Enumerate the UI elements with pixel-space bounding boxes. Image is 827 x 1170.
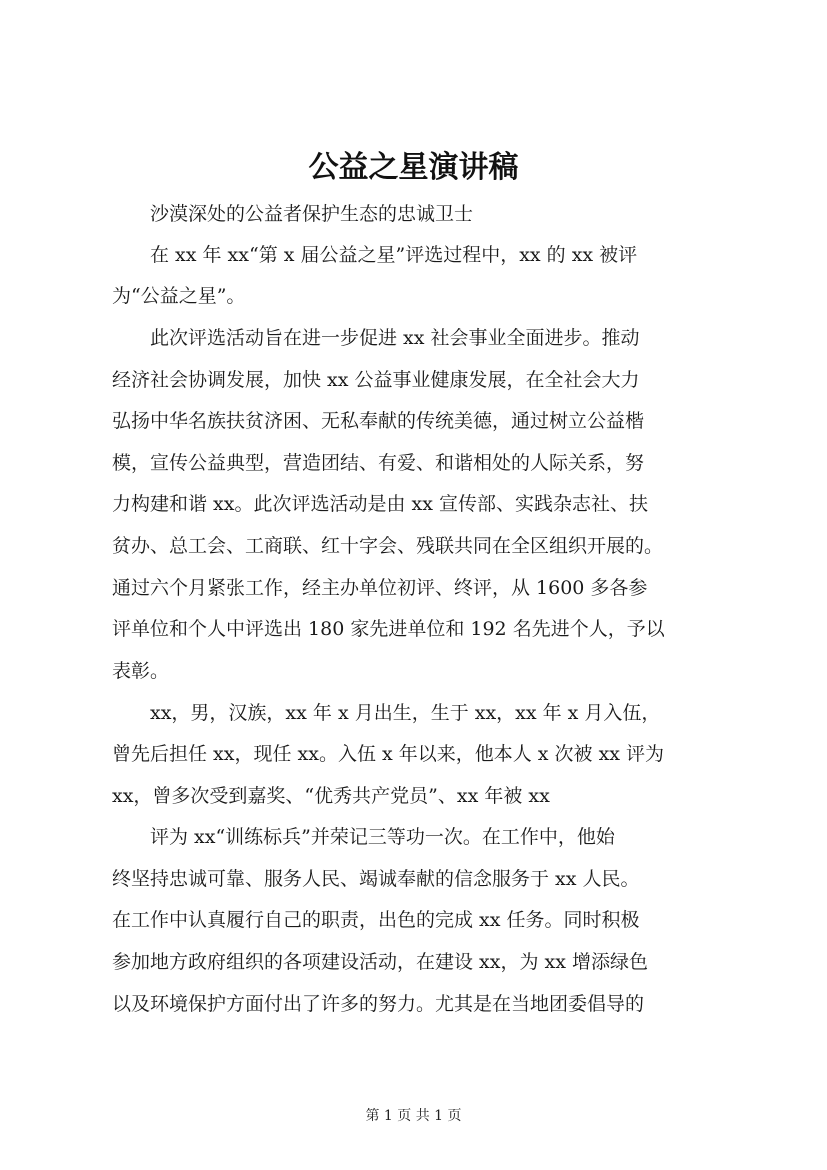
body-line: 以及环境保护方面付出了许多的努力。尤其是在当地团委倡导的 <box>112 993 645 1015</box>
body-line: 为“公益之星”。 <box>112 285 246 307</box>
page-number-footer: 第 1 页 共 1 页 <box>365 1108 462 1124</box>
body-line: 参加地方政府组织的各项建设活动，在建设 xx，为 xx 增添绿色 <box>112 951 648 973</box>
body-line: 贫办、总工会、工商联、红十字会、残联共同在全区组织开展的。 <box>112 535 664 557</box>
body-line: 曾先后担任 xx，现任 xx。入伍 x 年以来，他本人 x 次被 xx 评为 <box>112 743 665 765</box>
body-line: 终坚持忠诚可靠、服务人民、竭诚奉献的信念服务于 xx 人民。 <box>112 868 640 890</box>
body-line: 通过六个月紧张工作，经主办单位初评、终评，从 1600 多各参 <box>112 577 648 599</box>
body-line: 在 xx 年 xx“第 x 届公益之星”评选过程中，xx 的 xx 被评 <box>150 244 638 266</box>
body-line: 力构建和谐 xx。此次评选活动是由 xx 宣传部、实践杂志社、扶 <box>112 493 648 515</box>
body-line: 经济社会协调发展，加快 xx 公益事业健康发展，在全社会大力 <box>112 369 640 391</box>
body-line: 弘扬中华名族扶贫济困、无私奉献的传统美德，通过树立公益楷 <box>112 410 645 432</box>
body-line: xx，男，汉族，xx 年 x 月出生，生于 xx，xx 年 x 月入伍， <box>150 702 661 724</box>
subtitle-line: 沙漠深处的公益者保护生态的忠诚卫士 <box>150 203 474 225</box>
body-line: 评单位和个人中评选出 180 家先进单位和 192 名先进个人，予以 <box>112 618 665 640</box>
body-line: 评为 xx“训练标兵”并荣记三等功一次。在工作中，他始 <box>150 826 615 848</box>
body-line: 模，宣传公益典型，营造团结、有爱、和谐相处的人际关系，努 <box>112 452 645 474</box>
body-line: 在工作中认真履行自己的职责，出色的完成 xx 任务。同时积极 <box>112 909 640 931</box>
document-title: 公益之星演讲稿 <box>308 150 519 185</box>
body-line: xx，曾多次受到嘉奖、“优秀共产党员”、xx 年被 xx <box>112 785 550 807</box>
body-line: 此次评选活动旨在进一步促进 xx 社会事业全面进步。推动 <box>150 327 640 349</box>
body-line: 表彰。 <box>112 660 170 682</box>
